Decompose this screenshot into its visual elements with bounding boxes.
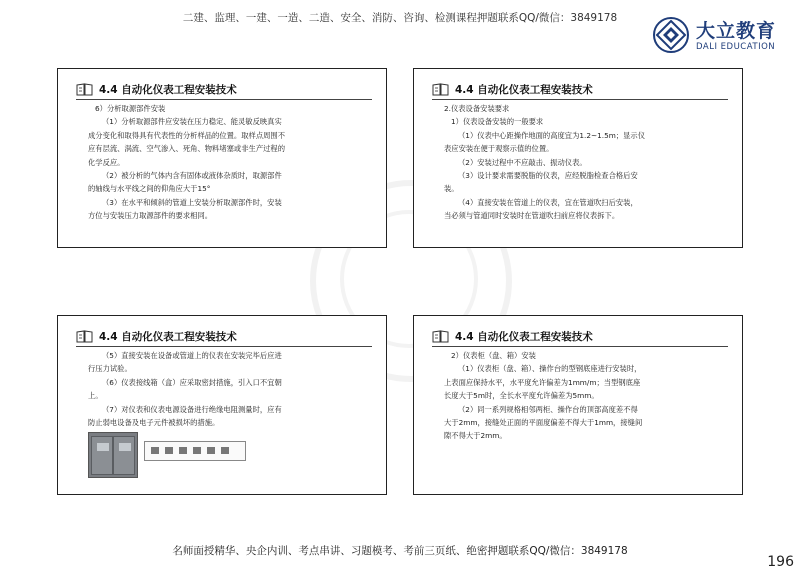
text-line: 隙不得大于2mm。	[444, 431, 507, 441]
slide-title-text: 4.4 自动化仪表工程安装技术	[455, 330, 593, 343]
text-line: （7）对仪表和仪表电源设备进行绝缘电阻测量时，应有	[102, 404, 282, 414]
text-line: 当必须与管道同时安装时在管道吹扫前应将仪表拆下。	[444, 211, 620, 221]
text-line: 上。	[88, 391, 103, 401]
logo	[652, 14, 782, 58]
book-icon	[432, 83, 449, 96]
text-line: （6）仪表接线箱（盒）应采取密封措施，引入口不宜朝	[102, 377, 282, 387]
book-icon	[432, 330, 449, 343]
diagram-component	[207, 447, 215, 454]
slide-3	[57, 315, 387, 495]
text-line: 应有层流、涡流、空气渗入、死角、物料堵塞或非生产过程的	[88, 144, 286, 154]
text-line: 行压力试验。	[88, 364, 132, 374]
title-divider	[432, 346, 728, 347]
slide-2	[413, 68, 743, 248]
diagram-component	[193, 447, 201, 454]
text-line: （3）在水平和倾斜的管道上安装分析取源部件时，安装	[102, 197, 282, 207]
text-line: 2）仪表柜（盘、箱）安装	[451, 351, 536, 360]
dali-logo-icon	[652, 16, 690, 54]
text-line: （2）同一系列规格相邻两柜、操作台的顶部高度差不得	[458, 404, 638, 414]
text-line: （1）分析取源部件应安装在压力稳定、能灵敏反映真实	[102, 117, 282, 127]
diagram-component	[165, 447, 173, 454]
text-line: 化学反应。	[88, 157, 125, 167]
slide-4	[413, 315, 743, 495]
slide-title	[76, 328, 237, 344]
logo-cn-text: 大立教育	[696, 20, 777, 42]
text-line: （1）仪表柜（盘、箱）、操作台的型钢底座进行安装时，	[458, 364, 642, 374]
text-line: 表应安装在便于观察示值的位置。	[444, 144, 554, 154]
slide-title	[76, 81, 237, 97]
wiring-diagram-image	[144, 441, 246, 461]
cabinet-window	[97, 443, 109, 451]
text-line: （2）被分析的气体内含有固体或液体杂质时，取源部件	[102, 171, 282, 181]
text-line: 成分变化和取得具有代表性的分析样品的位置。取样点周围不	[88, 130, 286, 140]
slide-title-text: 4.4 自动化仪表工程安装技术	[99, 330, 237, 343]
cabinet-window	[119, 443, 131, 451]
text-line: （5）直接安装在设备或管道上的仪表在安装完毕后应进	[102, 351, 282, 360]
cabinet-door	[113, 436, 135, 475]
slide-body	[88, 102, 362, 223]
slide-body	[444, 102, 718, 223]
slide-title	[432, 328, 593, 344]
text-line: （1）仪表中心距操作地面的高度宜为1.2~1.5m；显示仪	[458, 130, 646, 140]
logo-en-text: DALI EDUCATION	[696, 42, 776, 52]
slide-1	[57, 68, 387, 248]
title-divider	[76, 99, 372, 100]
diagram-component	[151, 447, 159, 454]
text-line: 防止弱电设备及电子元件被损坏的措施。	[88, 418, 220, 428]
title-divider	[76, 346, 372, 347]
slide-title-text: 4.4 自动化仪表工程安装技术	[99, 83, 237, 96]
slide-body	[444, 349, 718, 443]
text-line: 1）仪表设备安装的一般要求	[451, 117, 544, 127]
text-line: 方位与安装压力取源部件的要求相同。	[88, 211, 213, 221]
footer-banner: 名师面授精华、央企内训、考点串讲、习题模考、考前三页纸、绝密押题联系QQ/微信：3849178	[172, 545, 628, 557]
title-divider	[432, 99, 728, 100]
text-line: 上表面应保持水平，水平度允许偏差为1mm/m；当型钢底座	[444, 377, 641, 387]
book-icon	[76, 83, 93, 96]
slide-title	[432, 81, 593, 97]
text-line: （4）直接安装在管道上的仪表，宜在管道吹扫后安装，	[458, 197, 638, 207]
text-line: 长度大于5m时，全长水平度允许偏差为5mm。	[444, 391, 599, 401]
page-number: 196	[767, 554, 794, 570]
book-icon	[76, 330, 93, 343]
text-line: （3）设计要求需要脱脂的仪表，应经脱脂检查合格后安	[458, 171, 638, 181]
text-line: 2.仪表设备安装要求	[444, 104, 510, 113]
diagram-component	[179, 447, 187, 454]
text-line: 大于2mm，接缝处正面的平面度偏差不得大于1mm，接缝间	[444, 418, 643, 428]
text-line: 装。	[444, 184, 459, 194]
text-line: （2）安装过程中不应敲击、振动仪表。	[458, 157, 587, 167]
text-line: 的轴线与水平线之间的仰角应大于15°	[88, 184, 211, 194]
slide-title-text: 4.4 自动化仪表工程安装技术	[455, 83, 593, 96]
slide-body	[88, 349, 362, 429]
instrument-cabinet-image	[88, 432, 138, 478]
header-banner: 二建、监理、一建、一造、二造、安全、消防、咨询、检测课程押题联系QQ/微信：3849178	[182, 12, 618, 24]
text-line: 6）分析取源部件安装	[95, 104, 166, 113]
cabinet-door	[91, 436, 113, 475]
diagram-component	[221, 447, 229, 454]
